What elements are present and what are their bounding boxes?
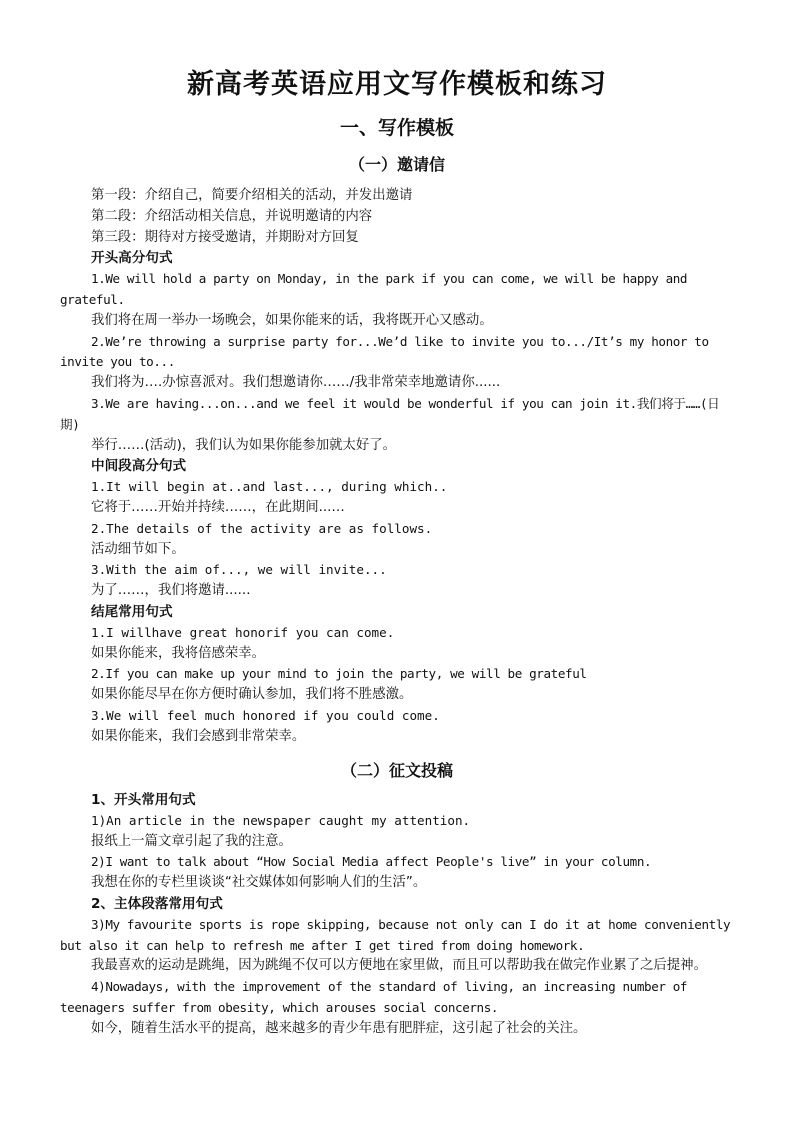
- submission-sentence-4-cn: 如今，随着生活水平的提高，越来越多的青少年患有肥胖症，这引起了社会的关注。: [91, 1020, 587, 1036]
- middle-sentence-3-en: 3.With the aim of..., we will invite...: [91, 562, 387, 578]
- submission-opening-title: 1、开头常用句式: [91, 792, 196, 808]
- middle-sentence-2-en: 2.The details of the activity are as follows.: [91, 520, 433, 536]
- opening-sentence-1-en: 1.We will hold a party on Monday, in the park if you can come, we will be happy and grateful.: [60, 271, 695, 307]
- invitation-body: [60, 186, 736, 748]
- opening-sentences-title: 开头高分句式: [91, 250, 173, 267]
- opening-sentence-3-cn: 举行……(活动)，我们认为如果你能参加就太好了。: [91, 437, 397, 453]
- ending-sentence-2-cn: 如果你能尽早在你方便时确认参加，我们将不胜感激。: [91, 687, 413, 703]
- section-heading-templates: 一、写作模板: [339, 117, 454, 139]
- ending-sentence-1-en: 1.I willhave great honorif you can come.: [91, 624, 395, 640]
- document-title: 新高考英语应用文写作模板和练习: [187, 69, 607, 100]
- paragraph-structure-3: 第三段：期待对方接受邀请，并期盼对方回复: [91, 229, 359, 245]
- submission-sentence-1-en: 1)An article in the newspaper caught my attention.: [91, 812, 471, 828]
- paragraph-structure-1: 第一段：介绍自己，简要介绍相关的活动，并发出邀请: [91, 188, 413, 203]
- middle-sentence-1-en: 1.It will begin at..and last..., during which..: [91, 479, 448, 495]
- ending-sentence-3-en: 3.We will feel much honored if you could come.: [91, 707, 440, 723]
- opening-sentence-2-en: 2.We’re throwing a surprise party for...We’d like to invite you to.../It’s my honor to invite you to...: [60, 333, 716, 370]
- submission-sentence-3-en: 3)My favourite sports is rope skipping, because not only can I do it at home conveniently but also it can help to refresh me after I get tired from doing homework.: [60, 916, 738, 953]
- subsection-heading-invitation: （一）邀请信: [348, 155, 445, 174]
- ending-sentence-3-cn: 如果你能来，我们会感到非常荣幸。: [91, 728, 306, 744]
- middle-sentences-title: 中间段高分句式: [91, 458, 187, 475]
- opening-sentence-1-cn: 我们将在周一举办一场晚会，如果你能来的话，我将既开心又感动。: [91, 312, 493, 328]
- submission-sentence-2-cn: 我想在你的专栏里谈谈“社交媒体如何影响人们的生活”。: [91, 875, 427, 891]
- middle-sentence-1-cn: 它将于……开始并持续……，在此期间...…: [91, 499, 345, 515]
- opening-sentence-2-cn: 我们将为….办惊喜派对。我们想邀请你……/我非常荣幸地邀请你......: [91, 375, 501, 391]
- opening-sentence-3-en: 3.We are having...on...and we feel it would be wonderful if you can join it.我们将于……(日期): [60, 395, 720, 432]
- submission-body: [60, 790, 736, 1040]
- ending-sentences-title: 结尾常用句式: [91, 603, 173, 620]
- submission-sentence-2-en: 2)I want to talk about “How Social Media affect People's live” in your column.: [91, 854, 652, 870]
- submission-sentence-1-cn: 报纸上一篇文章引起了我的注意。: [91, 833, 292, 849]
- paragraph-structure-2: 第二段：介绍活动相关信息，并说明邀请的内容: [91, 208, 373, 224]
- middle-sentence-3-cn: 为了……，我们将邀请......: [91, 583, 251, 599]
- ending-sentence-1-cn: 如果你能来，我将倍感荣幸。: [91, 645, 266, 661]
- subsection-heading-submission: （二）征文投稿: [340, 761, 453, 780]
- submission-sentence-3-cn: 我最喜欢的运动是跳绳，因为跳绳不仅可以方便地在家里做，而且可以帮助我在做完作业累了之后提神。: [91, 958, 707, 974]
- middle-sentence-2-cn: 活动细节如下。: [91, 541, 185, 557]
- submission-sentence-4-en: 4)Nowadays, with the improvement of the standard of living, an increasing number of teenagers suffer from obesity, which arouses social concerns.: [60, 979, 695, 1015]
- submission-body-title: 2、主体段落常用句式: [91, 895, 223, 912]
- ending-sentence-2-en: 2.If you can make up your mind to join the party, we will be grateful: [91, 666, 587, 682]
